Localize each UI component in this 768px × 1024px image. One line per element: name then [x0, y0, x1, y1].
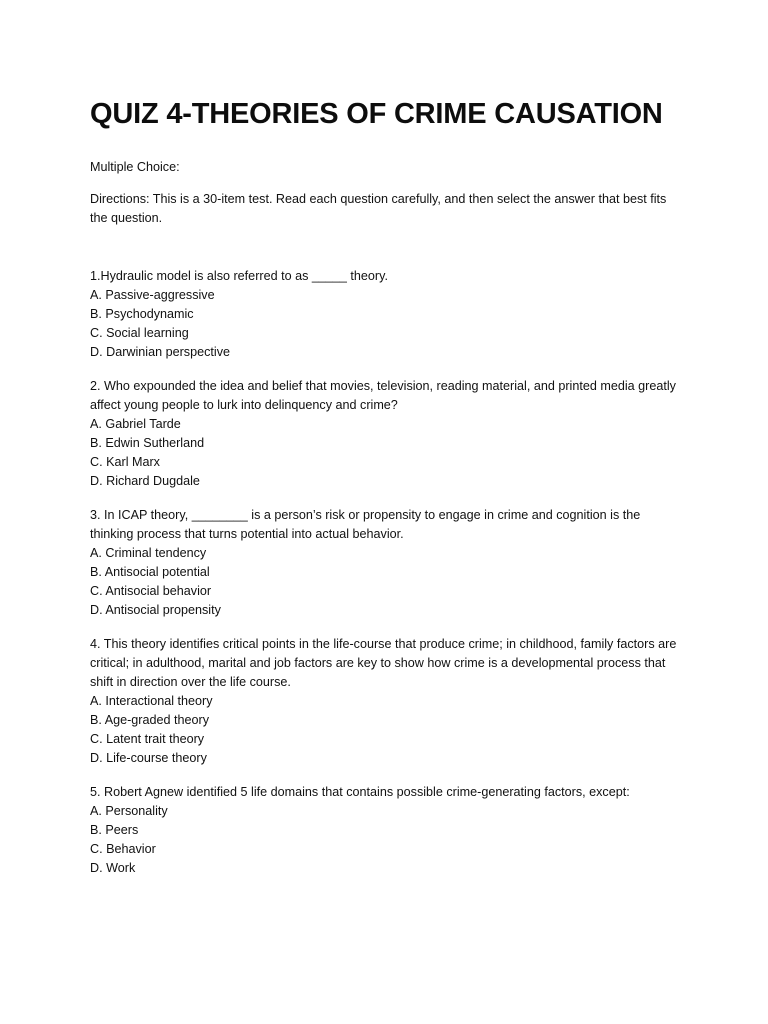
section-label: Multiple Choice: — [90, 160, 180, 174]
answer-option-d: D. Antisocial propensity — [90, 603, 221, 617]
answer-option-d: D. Life-course theory — [90, 751, 207, 765]
answer-option-d: D. Darwinian perspective — [90, 345, 230, 359]
question-text: 3. In ICAP theory, ________ is a person’s risk or propensity to engage in crime and cognition is the thinking process that turns potential into actual behavior. — [90, 508, 641, 541]
answer-option-a: A. Interactional theory — [90, 694, 213, 708]
answer-option-d: D. Work — [90, 861, 136, 875]
question-4 — [90, 635, 680, 768]
answer-option-c: C. Behavior — [90, 842, 156, 856]
question-2 — [90, 377, 680, 491]
answer-option-d: D. Richard Dugdale — [90, 474, 200, 488]
answer-option-a: A. Gabriel Tarde — [90, 417, 181, 431]
directions-text: Directions: This is a 30-item test. Read each question carefully, and then select the answer that best fits the question. — [90, 192, 667, 225]
answer-option-c: C. Antisocial behavior — [90, 584, 212, 598]
answer-option-a: A. Criminal tendency — [90, 546, 207, 560]
quiz-document — [90, 96, 680, 893]
page-title: QUIZ 4-THEORIES OF CRIME CAUSATION — [90, 98, 663, 130]
answer-option-c: C. Karl Marx — [90, 455, 160, 469]
answer-option-b: B. Psychodynamic — [90, 307, 194, 321]
question-3 — [90, 506, 680, 620]
question-text: 5. Robert Agnew identified 5 life domains that contains possible crime-generating factors, except: — [90, 785, 630, 799]
question-1 — [90, 267, 680, 362]
answer-option-c: C. Social learning — [90, 326, 189, 340]
question-text: 4. This theory identifies critical points in the life-course that produce crime; in childhood, family factors are critical; in adulthood, marital and job factors are key to show how crime is a developmental process that shift in direction over the life course. — [90, 637, 677, 689]
answer-option-b: B. Antisocial potential — [90, 565, 210, 579]
question-5 — [90, 783, 680, 878]
answer-option-a: A. Personality — [90, 804, 168, 818]
answer-option-c: C. Latent trait theory — [90, 732, 205, 746]
answer-option-b: B. Peers — [90, 823, 139, 837]
question-text: 1.Hydraulic model is also referred to as _____ theory. — [90, 269, 388, 283]
question-text: 2. Who expounded the idea and belief that movies, television, reading material, and printed media greatly affect young people to lurk into delinquency and crime? — [90, 379, 676, 412]
answer-option-b: B. Age-graded theory — [90, 713, 210, 727]
answer-option-b: B. Edwin Sutherland — [90, 436, 205, 450]
answer-option-a: A. Passive-aggressive — [90, 288, 215, 302]
